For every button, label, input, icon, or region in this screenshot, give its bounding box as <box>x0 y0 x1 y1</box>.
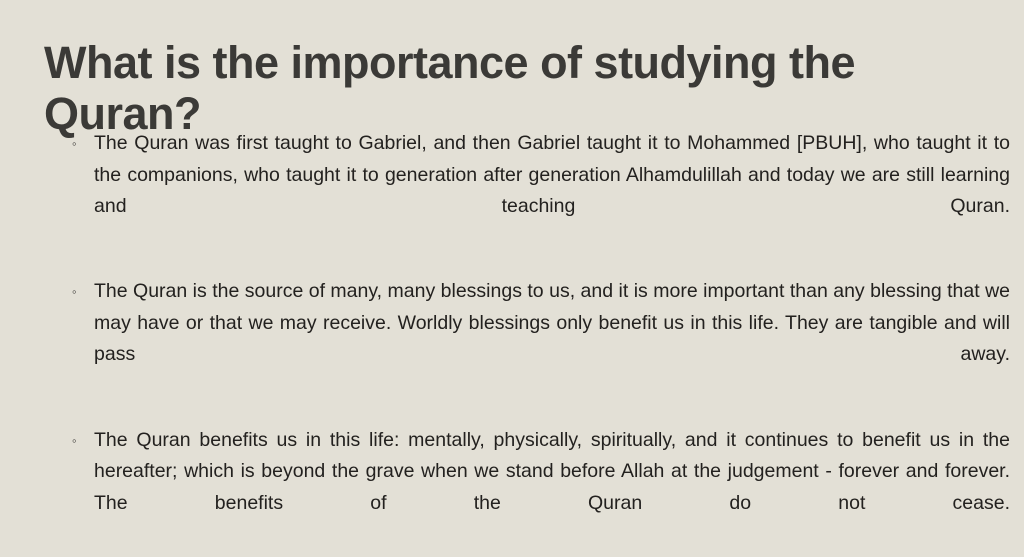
page-title: What is the importance of studying the Quran? <box>44 37 856 139</box>
list-item-text: The Quran benefits us in this life: mentally, physically, spiritually, and it continues to benefit us in the hereafter; which is beyond the grave when we stand before Allah at the judgement - forever and forever. The benefits of the Quran do not cease. <box>94 428 1010 514</box>
list-item <box>72 425 1010 551</box>
list-item-text: The Quran is the source of many, many blessings to us, and it is more important than any blessing that we may have or that we may receive. Worldly blessings only benefit us in this life. They are tangible and will pass away. <box>94 280 1010 366</box>
list-item-text: The Quran was first taught to Gabriel, and then Gabriel taught it to Mohammed [PBUH], who taught it to the companions, who taught it to generation after generation Alhamdulillah and today we are still learning and teaching Quran. <box>94 132 1010 218</box>
bullet-icon: ◦ <box>72 284 77 300</box>
list-item <box>72 276 1010 402</box>
list-item <box>72 128 1010 254</box>
bullet-icon: ◦ <box>72 432 77 448</box>
bullet-list <box>72 128 1024 551</box>
bullet-icon: ◦ <box>72 136 77 151</box>
